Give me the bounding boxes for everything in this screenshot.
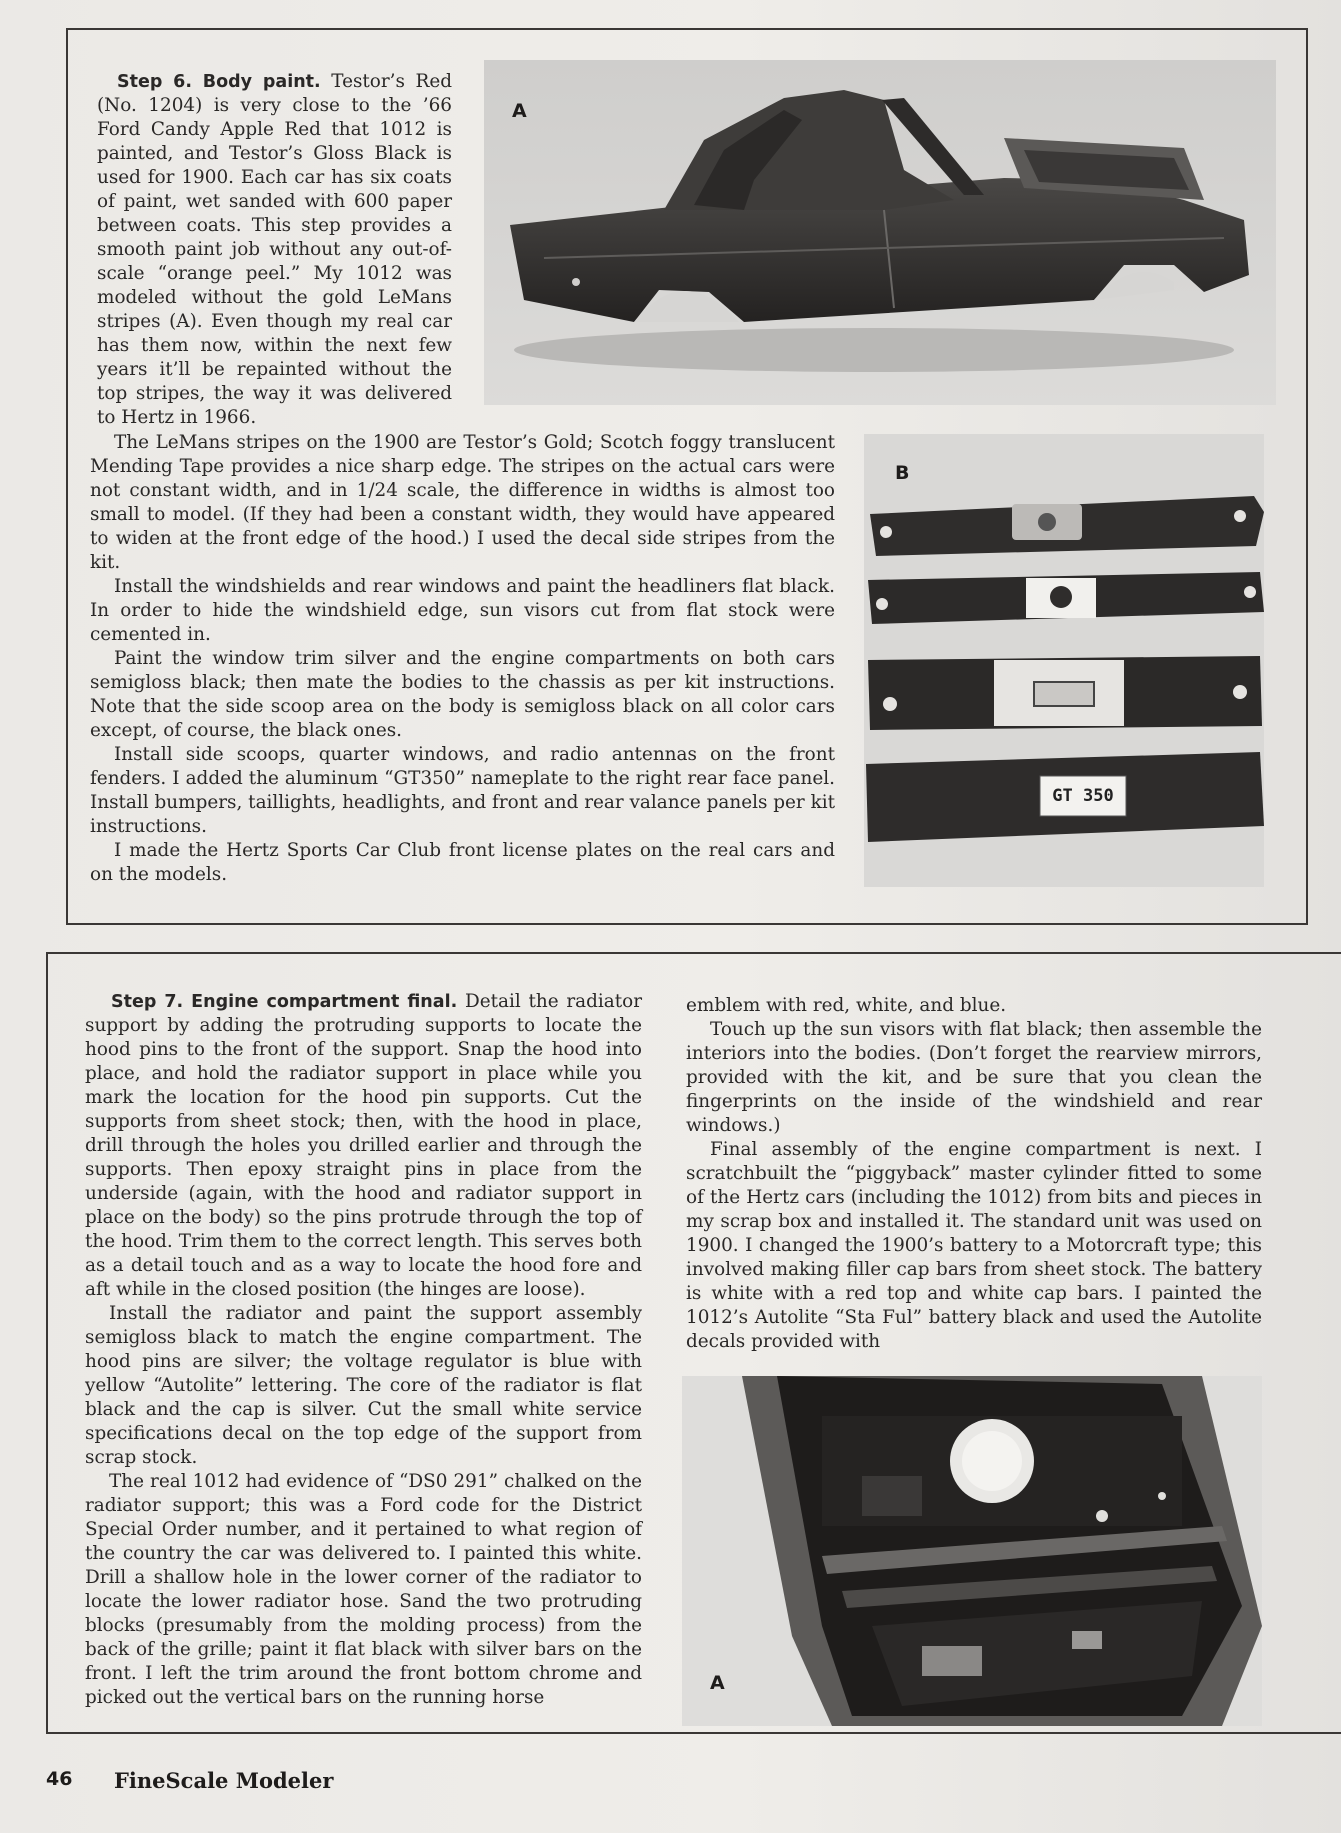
photo-a-label: A (512, 100, 527, 122)
step7-paragraph-2: Install the radiator and paint the support assembly semigloss black to match the engine compartment. The hood pins are silver; the voltage regulator is blue with yellow “Autolite” lettering. The core of the radiator is flat black and the cap is silver. Cut the small white service specifications decal on the top edge of the support from scrap stock. (85, 1303, 642, 1468)
panels-illustration (864, 434, 1264, 887)
photo-engine-compartment (682, 1376, 1262, 1726)
engine-illustration (682, 1376, 1262, 1726)
step6-lead: Step 6. Body paint. (117, 72, 321, 92)
car-body-illustration (484, 60, 1276, 405)
photo-b-label: B (895, 462, 910, 484)
step7-lead: Step 7. Engine compartment final. (111, 992, 458, 1012)
step6-paragraph-5: Install side scoops, quarter windows, and radio antennas on the front fenders. I added the aluminum “GT350” nameplate to the right rear face panel. Install bumpers, taillights, headlights, and front and rear valance panels per kit instructions. (90, 744, 835, 837)
page-number: 46 (46, 1768, 73, 1790)
step7-right-paragraph-1: emblem with red, white, and blue. (686, 995, 1007, 1016)
step6-text (97, 70, 452, 430)
photo-engine-label: A (710, 1672, 725, 1694)
step6-paragraph-3: Install the windshields and rear windows and paint the headliners flat black. In order to hide the windshield edge, sun visors cut from flat stock were cemented in. (90, 576, 835, 645)
magazine-title: FineScale Modeler (114, 1768, 334, 1793)
license-plate-text: GT 350 (1052, 786, 1114, 806)
step7-left-column (85, 990, 642, 1710)
photo-panels (864, 434, 1264, 887)
step7-right-paragraph-3: Final assembly of the engine compartment is next. I scratchbuilt the “piggyback” master cylinder fitted to some of the Hertz cars (including the 1012) from bits and pieces in my scrap box and installed it. The standard unit was used on 1900. I changed the 1900’s battery to a Motorcraft type; this involved making filler cap bars from sheet stock. The battery is white with a red top and white cap bars. I painted the 1012’s Autolite “Sta Ful” battery black and used the Autolite decals provided with (686, 1139, 1262, 1352)
step7-right-paragraph-2: Touch up the sun visors with flat black; then assemble the interiors into the bodies. (Don’t forget the rearview mirrors, provided with the kit, and be sure that you clean the fingerprints on the inside of the windshield and rear windows.) (686, 1019, 1262, 1136)
photo-car-body (484, 60, 1276, 405)
step6-paragraph-1: Step 6. Body paint. Testor’s Red (No. 1204) is very close to the ’66 Ford Candy Apple Red that 1012 is painted, and Testor’s Gloss Black is used for 1900. Each car has six coats of paint, wet sanded with 600 paper between coats. This step provides a smooth paint job without any out-of-scale “orange peel.” My 1012 was modeled without the gold LeMans stripes (A). Even though my real car has them now, within the next few years it’ll be repainted without the top stripes, the way it was delivered to Hertz in 1966. (97, 71, 452, 428)
step6-paragraph-2: The LeMans stripes on the 1900 are Testor’s Gold; Scotch foggy translucent Mending Tape provides a nice sharp edge. The stripes on the actual cars were not constant width, and in 1/24 scale, the difference in widths is almost too small to model. (If they had been a constant width, they would have appeared to widen at the front edge of the hood.) I used the decal side stripes from the kit. (90, 432, 835, 573)
step7-paragraph-1: Step 7. Engine compartment final. Detail the radiator support by adding the protruding supports to locate the hood pins to the front of the support. Snap the hood into place, and hold the radiator support in place while you mark the location for the hood pin supports. Cut the supports from sheet stock; then, with the hood in place, drill through the holes you drilled earlier and through the supports. Then epoxy straight pins in place from the underside (again, with the hood and radiator support in place on the body) so the pins protrude through the top of the hood. Trim them to the correct length. This serves both as a detail touch and as a way to locate the hood fore and aft while in the closed position (the hinges are loose). (85, 991, 642, 1300)
step6-paragraph-4: Paint the window trim silver and the engine compartments on both cars semigloss black; then mate the bodies to the chassis as per kit instructions. Note that the side scoop area on the body is semigloss black on all color cars except, of course, the black ones. (90, 648, 835, 741)
step7-paragraph-3: The real 1012 had evidence of “DS0 291” chalked on the radiator support; this was a Ford code for the District Special Order number, and it pertained to what region of the country the car was delivered to. I painted this white. Drill a shallow hole in the lower corner of the radiator to locate the lower radiator hose. Sand the two protruding blocks (presumably from the molding process) from the back of the grille; paint it flat black with silver bars on the front. I left the trim around the front bottom chrome and picked out the vertical bars on the running horse (85, 1471, 642, 1708)
step7-right-column (686, 994, 1262, 1354)
step6-paragraph-6: I made the Hertz Sports Car Club front license plates on the real cars and on the models. (90, 840, 835, 885)
step6-text-lower (90, 431, 835, 887)
